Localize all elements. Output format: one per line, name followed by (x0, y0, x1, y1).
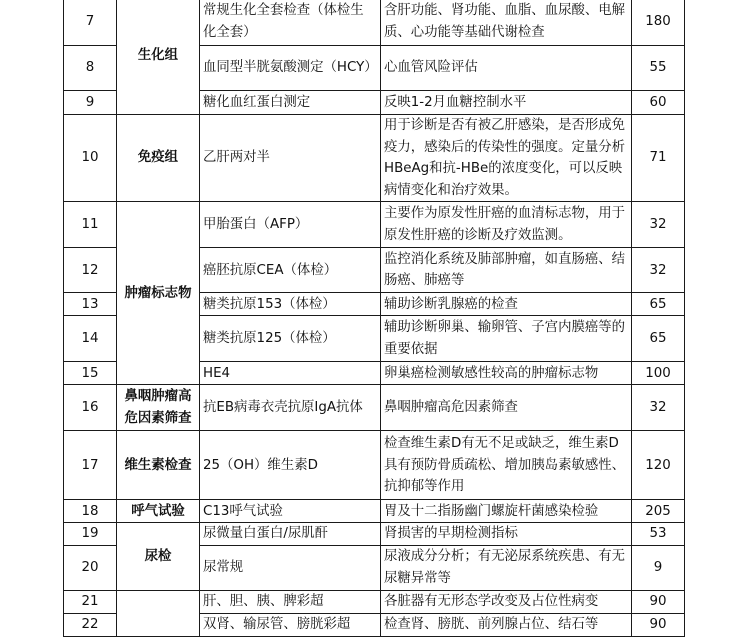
group-ultrasound-empty (117, 590, 200, 636)
table-row (64, 385, 685, 431)
item-name: 尿常规 (200, 545, 381, 590)
row-number: 11 (64, 202, 117, 248)
item-description: 尿液成分分析；有无泌尿系统疾患、有无尿糖异常等 (381, 545, 632, 590)
item-description: 辅助诊断卵巢、输卵管、子宫内膜癌等的重要依据 (381, 316, 632, 362)
item-price: 60 (632, 91, 685, 115)
item-name: 25（OH）维生素D (200, 431, 381, 500)
item-description: 检查肾、膀胱、前列腺占位、结石等 (381, 613, 632, 636)
item-price: 32 (632, 202, 685, 248)
item-name: 肝、胆、胰、脾彩超 (200, 590, 381, 613)
item-price: 90 (632, 590, 685, 613)
item-name: 尿微量白蛋白/尿肌酐 (200, 523, 381, 546)
item-price: 55 (632, 46, 685, 91)
item-price: 32 (632, 385, 685, 431)
item-description: 卵巢癌检测敏感性较高的肿瘤标志物 (381, 362, 632, 385)
item-name: 癌胚抗原CEA（体检） (200, 248, 381, 293)
item-description: 各脏器有无形态学改变及占位性病变 (381, 590, 632, 613)
item-name: 糖化血红蛋白测定 (200, 91, 381, 115)
item-name: 双肾、输尿管、膀胱彩超 (200, 613, 381, 636)
checkup-table (63, 0, 685, 637)
item-description: 含肝功能、肾功能、血脂、血尿酸、电解质、心功能等基础代谢检查 (381, 0, 632, 46)
table-row (64, 500, 685, 523)
row-number: 10 (64, 115, 117, 202)
item-description: 肾损害的早期检测指标 (381, 523, 632, 546)
row-number: 17 (64, 431, 117, 500)
item-description: 鼻咽肿瘤高危因素筛查 (381, 385, 632, 431)
row-number: 20 (64, 545, 117, 590)
item-name: HE4 (200, 362, 381, 385)
table-row (64, 523, 685, 546)
item-price: 180 (632, 0, 685, 46)
table-row (64, 202, 685, 248)
item-name: 常规生化全套检查（体检生化全套） (200, 0, 381, 46)
item-price: 65 (632, 293, 685, 316)
group-vitamin: 维生素检查 (117, 431, 200, 500)
row-number: 16 (64, 385, 117, 431)
item-price: 71 (632, 115, 685, 202)
row-number: 12 (64, 248, 117, 293)
row-number: 14 (64, 316, 117, 362)
item-description: 用于诊断是否有被乙肝感染，是否形成免疫力，感染后的传染性的强度。定量分析HBeAg和抗-HBe的浓度变化，可以反映病情变化和治疗效果。 (381, 115, 632, 202)
row-number: 15 (64, 362, 117, 385)
item-price: 53 (632, 523, 685, 546)
item-price: 120 (632, 431, 685, 500)
item-price: 9 (632, 545, 685, 590)
item-description: 监控消化系统及肺部肿瘤，如直肠癌、结肠癌、肺癌等 (381, 248, 632, 293)
item-name: 乙肝两对半 (200, 115, 381, 202)
row-number: 19 (64, 523, 117, 546)
item-name: 糖类抗原153（体检） (200, 293, 381, 316)
row-number: 8 (64, 46, 117, 91)
item-price: 65 (632, 316, 685, 362)
item-description: 反映1-2月血糖控制水平 (381, 91, 632, 115)
item-price: 205 (632, 500, 685, 523)
row-number: 18 (64, 500, 117, 523)
table-row (64, 590, 685, 613)
table-row (64, 431, 685, 500)
item-name: C13呼气试验 (200, 500, 381, 523)
group-biochem: 生化组 (117, 0, 200, 115)
item-name: 甲胎蛋白（AFP） (200, 202, 381, 248)
item-description: 胃及十二指肠幽门螺旋杆菌感染检验 (381, 500, 632, 523)
item-price: 32 (632, 248, 685, 293)
group-npc-screening: 鼻咽肿瘤高危因素筛查 (117, 385, 200, 431)
row-number: 21 (64, 590, 117, 613)
row-number: 7 (64, 0, 117, 46)
item-description: 辅助诊断乳腺癌的检查 (381, 293, 632, 316)
group-urine: 尿检 (117, 523, 200, 591)
row-number: 22 (64, 613, 117, 636)
item-price: 100 (632, 362, 685, 385)
item-name: 血同型半胱氨酸测定（HCY） (200, 46, 381, 91)
table-row (64, 115, 685, 202)
item-price: 90 (632, 613, 685, 636)
item-description: 主要作为原发性肝癌的血清标志物，用于原发性肝癌的诊断及疗效监测。 (381, 202, 632, 248)
row-number: 13 (64, 293, 117, 316)
item-name: 糖类抗原125（体检） (200, 316, 381, 362)
group-breath-test: 呼气试验 (117, 500, 200, 523)
table-row (64, 0, 685, 46)
group-tumor-markers: 肿瘤标志物 (117, 202, 200, 385)
item-name: 抗EB病毒衣壳抗原IgA抗体 (200, 385, 381, 431)
group-immune: 免疫组 (117, 115, 200, 202)
item-description: 检查维生素D有无不足或缺乏，维生素D具有预防骨质疏松、增加胰岛素敏感性、抗抑郁等作用 (381, 431, 632, 500)
row-number: 9 (64, 91, 117, 115)
item-description: 心血管风险评估 (381, 46, 632, 91)
